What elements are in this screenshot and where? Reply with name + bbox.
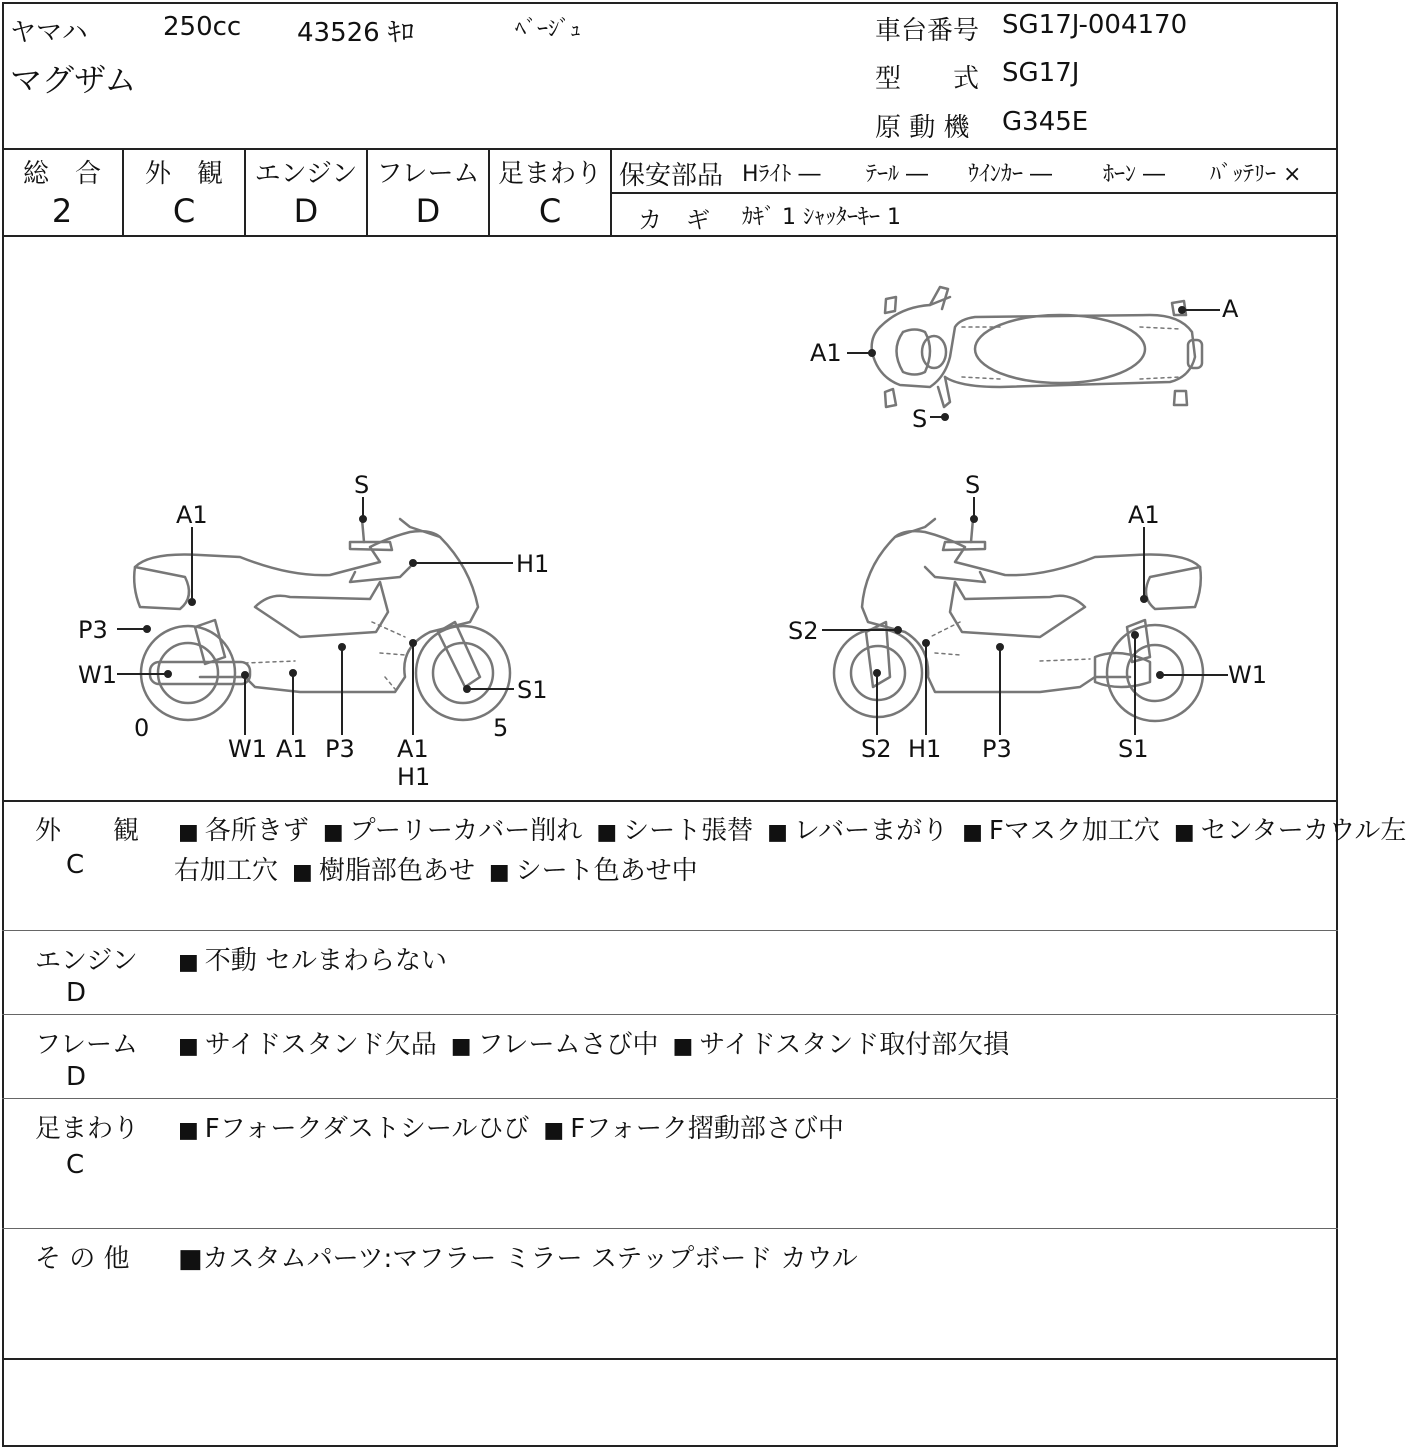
remarks-suspension-items	[178, 1108, 844, 1145]
remark-item: ■ シート張替	[596, 816, 753, 846]
motorcycle-diagram	[0, 237, 1341, 800]
safety-horn: ﾎｰﾝ ―	[1103, 162, 1165, 187]
remark-item: ■ Fフォーク摺動部さび中	[543, 1114, 843, 1144]
right-label-bottom-s2: S2	[861, 735, 892, 763]
divider	[2, 930, 1338, 931]
mileage: 43526 ｷﾛ	[297, 18, 414, 48]
grade-engine-label: エンジン	[254, 159, 358, 189]
remarks-frame-label: フレーム	[35, 1030, 138, 1060]
left-label-p3: P3	[78, 616, 108, 644]
divider	[2, 1228, 1338, 1229]
right-label-bottom-p3: P3	[982, 735, 1012, 763]
left-label-five: 5	[493, 714, 509, 742]
right-side-view-outline	[834, 519, 1203, 721]
remarks-frame-items	[178, 1024, 1009, 1061]
safety-tail: ﾃｰﾙ ―	[866, 162, 928, 187]
right-label-bottom-h1: H1	[908, 735, 942, 763]
safety-winker: ｳｲﾝｶｰ ―	[968, 162, 1052, 187]
left-label-s: S	[354, 471, 370, 499]
divider	[2, 1098, 1338, 1099]
remarks-other-text: ■カスタムパーツ:マフラー ミラー ステップボード カウル	[178, 1244, 858, 1274]
remarks-engine-label: エンジン	[35, 946, 138, 976]
grade-frame-value: D	[415, 192, 441, 230]
remark-item: ■ シート色あせ中	[489, 856, 698, 886]
divider	[2, 1358, 1338, 1360]
color: ﾍﾞｰｼﾞｭ	[515, 17, 582, 42]
left-label-bottom-a1: A1	[276, 735, 308, 763]
remarks-exterior-line2	[174, 850, 698, 887]
frame-no-label: 車台番号	[875, 16, 980, 46]
remark-item: ■ Fフォークダストシールひび	[178, 1114, 529, 1144]
top-label-a1: A1	[810, 339, 842, 367]
safety-headlight: Hﾗｲﾄ ―	[742, 162, 821, 187]
remark-item: ■ プーリーカバー削れ	[323, 816, 583, 846]
left-label-w1: W1	[78, 661, 117, 689]
right-label-w1: W1	[1228, 661, 1267, 689]
remark-item: ■ 不動 セルまわらない	[178, 946, 447, 976]
key-label: カ ギ	[638, 206, 710, 234]
right-label-bottom-s1: S1	[1118, 735, 1149, 763]
left-label-zero: 0	[134, 714, 150, 742]
engine-label: 原 動 機	[875, 113, 970, 143]
left-side-view-outline	[134, 519, 510, 720]
left-label-bottom-w1: W1	[228, 735, 267, 763]
top-label-a: A	[1222, 295, 1239, 323]
engine-value: G345E	[1002, 107, 1089, 137]
divider	[2, 800, 1338, 802]
safety-battery: ﾊﾞｯﾃﾘｰ ×	[1210, 162, 1302, 187]
grade-engine-value: D	[293, 192, 319, 230]
remarks-exterior-grade: C	[66, 850, 85, 880]
left-label-bottom-a1-2: A1	[397, 735, 429, 763]
top-view-outline	[872, 287, 1202, 407]
remark-item: ■ センターカウル左	[1174, 816, 1406, 846]
left-label-bottom-h1: H1	[397, 763, 431, 791]
type-label: 型 式	[875, 64, 980, 94]
remarks-engine-grade: D	[66, 978, 87, 1008]
grade-exterior-value: C	[172, 192, 196, 230]
type-value: SG17J	[1002, 58, 1080, 88]
right-label-s: S	[965, 471, 981, 499]
remarks-other-label: そ の 他	[35, 1244, 130, 1274]
top-label-s: S	[912, 405, 928, 433]
frame-no: SG17J-004170	[1002, 10, 1188, 40]
right-label-a1: A1	[1128, 501, 1160, 529]
remark-item: ■ 各所きず	[178, 816, 309, 846]
maker: ヤマハ	[10, 18, 88, 48]
remarks-exterior-line1	[178, 810, 1406, 847]
grade-overall-label: 総 合	[22, 159, 101, 189]
displacement: 250cc	[163, 12, 242, 42]
remark-item: ■ サイドスタンド取付部欠損	[672, 1030, 1009, 1060]
remark-item: 右加工穴	[174, 856, 279, 886]
model-name: マグザム	[10, 61, 137, 99]
remarks-suspension-label: 足まわり	[35, 1114, 140, 1144]
left-label-a1: A1	[176, 501, 208, 529]
grade-overall-value: 2	[51, 192, 73, 230]
grade-suspension-label: 足まわり	[497, 159, 602, 189]
divider	[2, 148, 1338, 150]
remarks-engine-items	[178, 940, 447, 977]
grade-frame-label: フレーム	[376, 159, 480, 189]
remarks-frame-grade: D	[66, 1062, 87, 1092]
divider	[612, 192, 1338, 194]
remarks-suspension-grade: C	[66, 1150, 85, 1180]
left-label-bottom-p3: P3	[325, 735, 355, 763]
remark-item: ■ サイドスタンド欠品	[178, 1030, 437, 1060]
remark-item: ■ Fマスク加工穴	[962, 816, 1160, 846]
right-label-s2: S2	[788, 617, 819, 645]
left-label-s1: S1	[517, 676, 548, 704]
remark-item: ■ 樹脂部色あせ	[292, 856, 475, 886]
grade-exterior-label: 外 観	[144, 159, 223, 189]
key-value: ｶｷﾞ 1 ｼｬｯﾀｰｷｰ 1	[742, 205, 901, 230]
remark-item: ■ フレームさび中	[451, 1030, 659, 1060]
safety-label: 保安部品	[619, 161, 724, 191]
grade-suspension-value: C	[538, 192, 562, 230]
remark-item: ■ レバーまがり	[767, 816, 948, 846]
left-label-h1: H1	[516, 550, 550, 578]
remarks-exterior-label: 外 観	[35, 816, 140, 846]
divider	[2, 1014, 1338, 1015]
